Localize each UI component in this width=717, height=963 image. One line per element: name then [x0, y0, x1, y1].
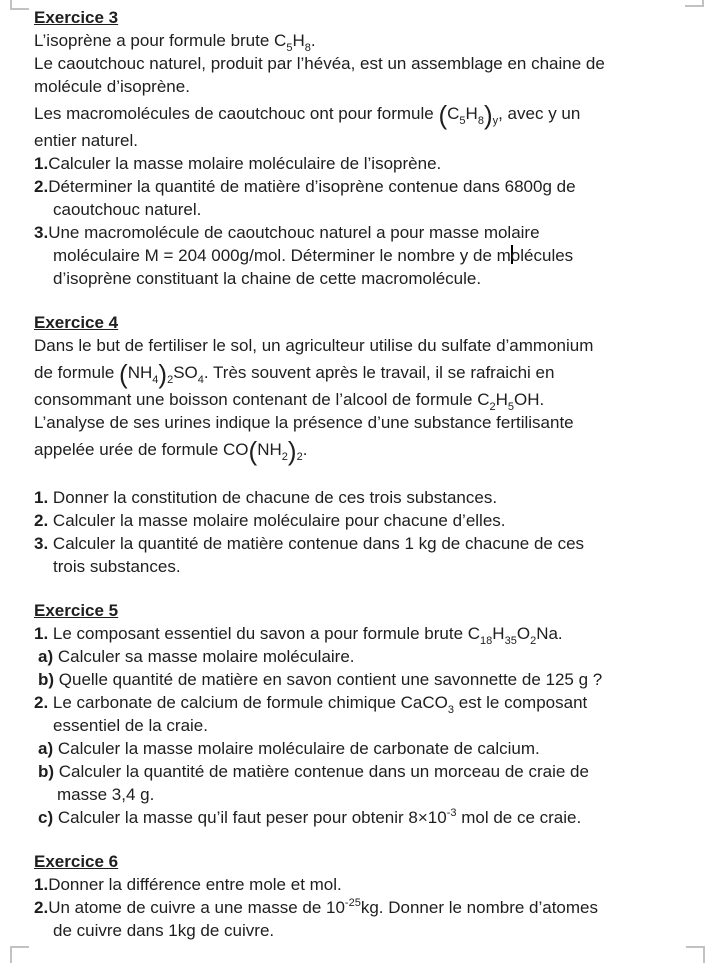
bold-text-segment: b) — [38, 670, 55, 689]
document-content[interactable] — [34, 6, 701, 942]
bold-text-segment: c) — [38, 808, 54, 827]
text-segment: essentiel de la craie. — [53, 716, 208, 735]
text-segment: appelée urée de formule CO — [34, 440, 249, 459]
bold-text-segment: 2. — [34, 693, 49, 712]
text-segment: Le caoutchouc naturel, produit par l’hévéa, est un assemblage en chaine de — [34, 54, 605, 73]
text-segment: C — [447, 104, 460, 123]
text-segment: de formule — [34, 363, 120, 382]
text-line[interactable] — [34, 75, 701, 98]
text-line[interactable] — [34, 532, 701, 555]
text-line[interactable] — [34, 52, 701, 75]
text-segment: Calculer la quantité de matière contenue dans 1 kg de chacune de ces — [48, 534, 585, 553]
text-line[interactable] — [34, 175, 701, 198]
text-segment: H — [292, 31, 305, 50]
text-segment: NH — [257, 440, 282, 459]
text-segment: Déterminer la quantité de matière d’isoprène contenue dans 6800g de — [48, 177, 576, 196]
text-segment: moléculaire M = 204 000g/mol. Déterminer le nombre y de m — [53, 246, 511, 265]
bold-text-segment: 2. — [34, 511, 49, 530]
superscript: -25 — [344, 897, 361, 909]
bold-text-segment: b) — [38, 762, 55, 781]
text-segment: Calculer la masse molaire moléculaire pour chacune d’elles. — [48, 511, 506, 530]
section-exercice-4 — [34, 311, 701, 578]
text-line[interactable] — [34, 244, 701, 267]
text-segment: mol de ce craie. — [456, 808, 582, 827]
text-segment: L’isoprène a pour formule brute C — [34, 31, 287, 50]
subscript: 4 — [197, 374, 204, 386]
section-exercice-3 — [34, 6, 701, 290]
text-segment: OH. — [514, 390, 545, 409]
text-line[interactable] — [34, 737, 701, 760]
exercice-5-title[interactable]: Exercice 5 — [34, 601, 119, 620]
section-exercice-6 — [34, 850, 701, 942]
subscript: 5 — [286, 42, 293, 54]
text-segment: molécule d’isoprène. — [34, 77, 190, 96]
subscript: 8 — [477, 115, 484, 127]
text-line[interactable] — [34, 434, 701, 465]
big-paren-open: ( — [248, 436, 258, 466]
bold-text-segment: 2. — [34, 177, 49, 196]
text-segment: SO — [173, 363, 198, 382]
text-segment: Donner la constitution de chacune de ces trois substances. — [48, 488, 498, 507]
text-segment: O — [516, 624, 531, 643]
text-segment: , avec y un — [498, 104, 581, 123]
big-paren-open: ( — [119, 359, 128, 389]
text-segment: Na. — [536, 624, 563, 643]
text-line[interactable] — [34, 388, 701, 411]
text-segment: est le composant — [454, 693, 588, 712]
text-segment: Donner la différence entre mole et mol. — [48, 875, 342, 894]
text-line[interactable] — [34, 129, 701, 152]
subscript: 3 — [447, 704, 455, 716]
text-line[interactable] — [34, 29, 701, 52]
text-line[interactable] — [34, 714, 701, 737]
text-line[interactable] — [34, 509, 701, 532]
text-line[interactable] — [34, 334, 701, 357]
subscript: 2 — [530, 635, 537, 647]
page-corner-mark-bottom-right — [686, 946, 705, 963]
subscript: 5 — [459, 115, 466, 127]
text-segment: . Très souvent après le travail, il se rafraichi en — [203, 363, 555, 382]
text-segment: . — [310, 31, 316, 50]
text-line[interactable] — [34, 691, 701, 714]
page-corner-mark-bottom-left — [10, 946, 29, 963]
text-segment: Calculer la masse qu’il faut peser pour obtenir 8×10 — [53, 808, 447, 827]
text-segment: Une macromolécule de caoutchouc naturel a pour masse molaire — [48, 223, 540, 242]
bold-text-segment: 2. — [34, 898, 49, 917]
exercice-4-title[interactable]: Exercice 4 — [34, 313, 119, 332]
exercice-3-title[interactable]: Exercice 3 — [34, 8, 119, 27]
text-segment: Les macromolécules de caoutchouc ont pour formule — [34, 104, 439, 123]
subscript: 35 — [504, 635, 517, 647]
exercice-6-title[interactable]: Exercice 6 — [34, 852, 119, 871]
subscript: 2 — [296, 451, 303, 463]
subscript: 8 — [304, 42, 311, 54]
text-segment: . — [302, 440, 308, 459]
text-line[interactable] — [34, 98, 701, 129]
page-corner-mark-top-left — [10, 0, 29, 10]
text-line[interactable] — [34, 221, 701, 244]
text-line[interactable] — [34, 198, 701, 221]
text-line[interactable] — [34, 152, 701, 175]
text-segment: de cuivre dans 1kg de cuivre. — [53, 921, 275, 940]
text-segment: caoutchouc naturel. — [53, 200, 202, 219]
text-segment: NH — [127, 363, 153, 382]
text-line[interactable] — [34, 668, 701, 691]
text-segment: Calculer la masse molaire moléculaire de l’isoprène. — [48, 154, 442, 173]
text-segment: L’analyse de ses urines indique la présence d’une substance fertilisante — [34, 413, 574, 432]
text-segment: Calculer la masse molaire moléculaire de carbonate de calcium. — [53, 739, 540, 758]
text-segment: masse 3,4 g. — [57, 785, 155, 804]
text-line[interactable] — [34, 873, 701, 896]
bold-text-segment: 1. — [34, 875, 49, 894]
text-segment: H — [492, 624, 505, 643]
text-line[interactable] — [34, 645, 701, 668]
text-segment: Un atome de cuivre a une masse de 10 — [48, 898, 345, 917]
text-line[interactable] — [34, 267, 701, 290]
text-line[interactable] — [34, 555, 701, 578]
blank-line — [34, 465, 701, 486]
subscript: 2 — [167, 374, 174, 386]
big-paren-close: ) — [287, 436, 297, 466]
section-exercice-5 — [34, 599, 701, 829]
text-line[interactable] — [34, 896, 701, 919]
text-line[interactable] — [34, 760, 701, 783]
text-segment: olécules — [510, 246, 574, 265]
text-segment: Le carbonate de calcium de formule chimique CaCO — [48, 693, 448, 712]
bold-text-segment: 3. — [34, 534, 49, 553]
text-line[interactable] — [34, 357, 701, 388]
text-line[interactable] — [34, 919, 701, 942]
text-segment: Calculer la quantité de matière contenue dans un morceau de craie de — [54, 762, 589, 781]
text-line[interactable] — [34, 486, 701, 509]
subscript: 18 — [480, 635, 493, 647]
superscript: -3 — [446, 807, 457, 819]
subscript: 2 — [489, 401, 496, 413]
text-segment: Calculer sa masse molaire moléculaire. — [53, 647, 355, 666]
text-line[interactable] — [34, 411, 701, 434]
subscript: y — [492, 115, 499, 127]
big-paren-open: ( — [438, 100, 448, 130]
text-segment: Quelle quantité de matière en savon contient une savonnette de 125 g ? — [54, 670, 603, 689]
text-segment: H — [465, 104, 478, 123]
text-line[interactable] — [34, 806, 701, 829]
subscript: 4 — [152, 374, 159, 386]
bold-text-segment: 1. — [34, 488, 49, 507]
text-segment: consommant une boisson contenant de l’alcool de formule C — [34, 390, 490, 409]
big-paren-close: ) — [158, 359, 168, 389]
bold-text-segment: 1. — [34, 624, 49, 643]
text-segment: Le composant essentiel du savon a pour formule brute C — [48, 624, 481, 643]
text-segment: d’isoprène constituant la chaine de cette macromolécule. — [53, 269, 482, 288]
text-segment: entier naturel. — [34, 131, 138, 150]
subscript: 2 — [281, 451, 288, 463]
bold-text-segment: 3. — [34, 223, 49, 242]
bold-text-segment: a) — [38, 647, 54, 666]
big-paren-close: ) — [483, 100, 493, 130]
subscript: 5 — [507, 401, 515, 413]
text-line[interactable] — [34, 783, 701, 806]
text-segment: Dans le but de fertiliser le sol, un agriculteur utilise du sulfate d’ammonium — [34, 336, 594, 355]
text-line[interactable] — [34, 622, 701, 645]
text-segment: trois substances. — [53, 557, 181, 576]
text-segment: kg. Donner le nombre d’atomes — [360, 898, 599, 917]
bold-text-segment: a) — [38, 739, 54, 758]
bold-text-segment: 1. — [34, 154, 49, 173]
text-segment: H — [495, 390, 508, 409]
